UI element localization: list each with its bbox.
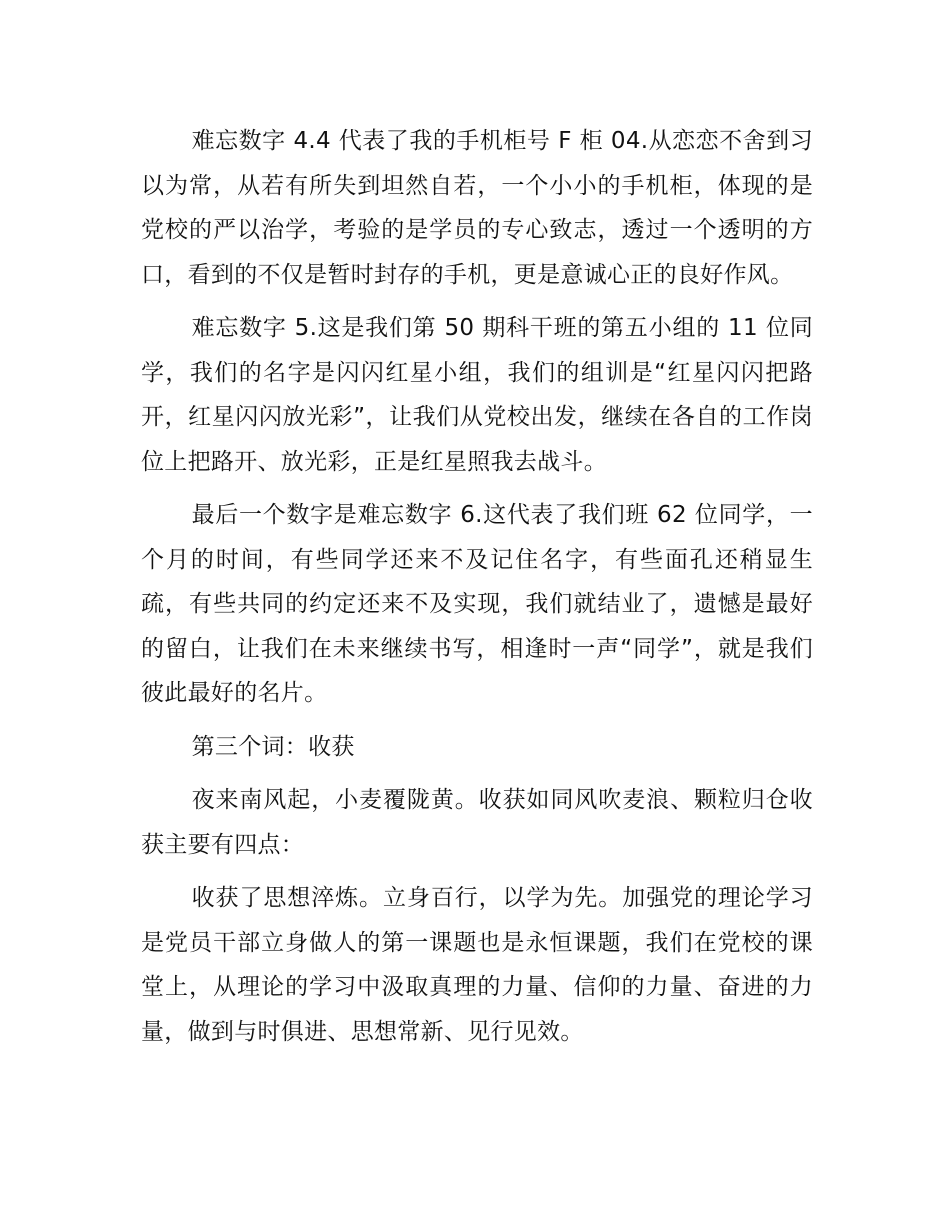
paragraph-ideological-tempering: 收获了思想淬炼。立身百行，以学为先。加强党的理论学习是党员干部立身做人的第一课题也是永恒课题，我们在党校的课堂上，从理论的学习中汲取真理的力量、信仰的力量、奋进的力量，做到与时俱进、思想常新、见行见效。 [141,885,813,1045]
document-body [141,119,813,1063]
paragraph-classmates-six: 最后一个数字是难忘数字 6.这代表了我们班 62 位同学，一个月的时间，有些同学还来不及记住名字，有些面孔还稍显生疏，有些共同的约定还来不及实现，我们就结业了，遗憾是最好的留白，让我们在未来继续书写，相逢时一声“同学”，就是我们彼此最好的名片。 [141,502,813,706]
paragraph-group-five: 难忘数字 5.这是我们第 50 期科干班的第五小组的 11 位同学，我们的名字是闪闪红星小组，我们的组训是“红星闪闪把路开，红星闪闪放光彩”，让我们从党校出发，继续在各自的工作岗位上把路开、放光彩，正是红星照我去战斗。 [141,315,813,475]
section-heading-harvest: 第三个词：收获 [191,733,355,760]
paragraph-harvest-intro: 夜来南风起，小麦覆陇黄。收获如同风吹麦浪、颗粒归仓收获主要有四点： [141,787,813,858]
paragraph-locker-number: 难忘数字 4.4 代表了我的手机柜号 F 柜 04.从恋恋不舍到习以为常，从若有所失到坦然自若，一个小小的手机柜，体现的是党校的严以治学，考验的是学员的专心致志，透过一个透明的方口，看到的不仅是暂时封存的手机，更是意诚心正的良好作风。 [141,128,813,288]
